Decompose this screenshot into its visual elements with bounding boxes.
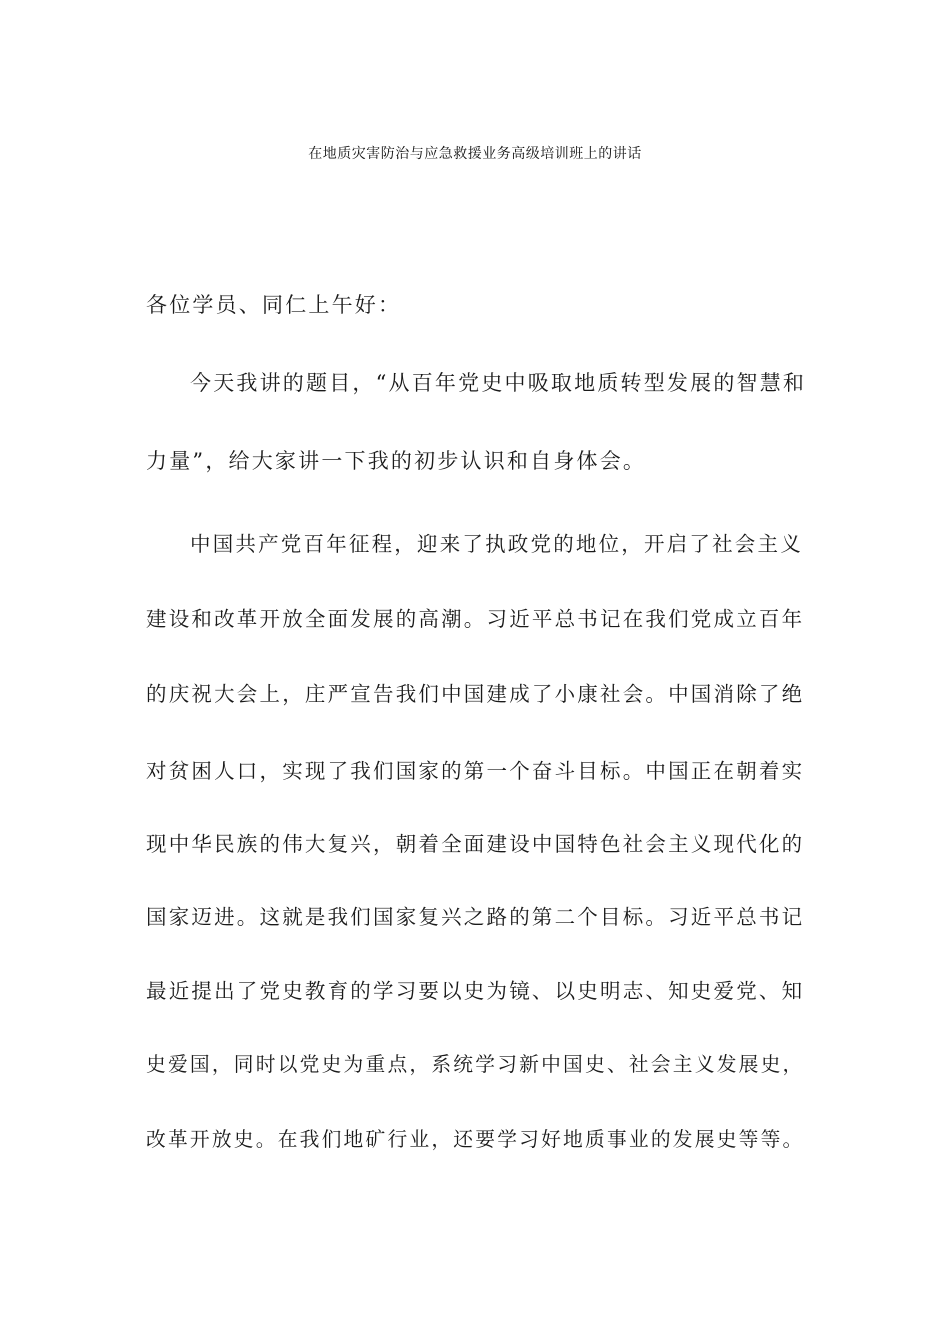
greeting-line: 各位学员、同仁上午好： bbox=[146, 293, 402, 317]
paragraph-line: 最近提出了党史教育的学习要以史为镜、以史明志、知史爱党、知 bbox=[146, 979, 805, 1003]
paragraph-line: 国家迈进。这就是我们国家复兴之路的第二个目标。习近平总书记 bbox=[146, 905, 805, 929]
paragraph-line: 今天我讲的题目，“从百年党史中吸取地质转型发展的智慧和 bbox=[190, 371, 807, 395]
paragraph-line: 中国共产党百年征程，迎来了执政党的地位，开启了社会主义 bbox=[190, 532, 803, 556]
document-title: 在地质灾害防治与应急救援业务高级培训班上的讲话 bbox=[308, 146, 642, 162]
paragraph-line: 的庆祝大会上，庄严宣告我们中国建成了小康社会。中国消除了绝 bbox=[146, 682, 805, 706]
paragraph-line: 对贫困人口，实现了我们国家的第一个奋斗目标。中国正在朝着实 bbox=[146, 759, 805, 783]
paragraph-line: 力量”，给大家讲一下我的初步认识和自身体会。 bbox=[146, 449, 647, 473]
paragraph-line: 现中华民族的伟大复兴，朝着全面建设中国特色社会主义现代化的 bbox=[146, 832, 805, 856]
paragraph-line: 改革开放史。在我们地矿行业，还要学习好地质事业的发展史等等。 bbox=[146, 1128, 805, 1151]
paragraph-line: 史爱国，同时以党史为重点，系统学习新中国史、社会主义发展史， bbox=[146, 1053, 805, 1076]
paragraph-line: 建设和改革开放全面发展的高潮。习近平总书记在我们党成立百年 bbox=[146, 607, 805, 631]
